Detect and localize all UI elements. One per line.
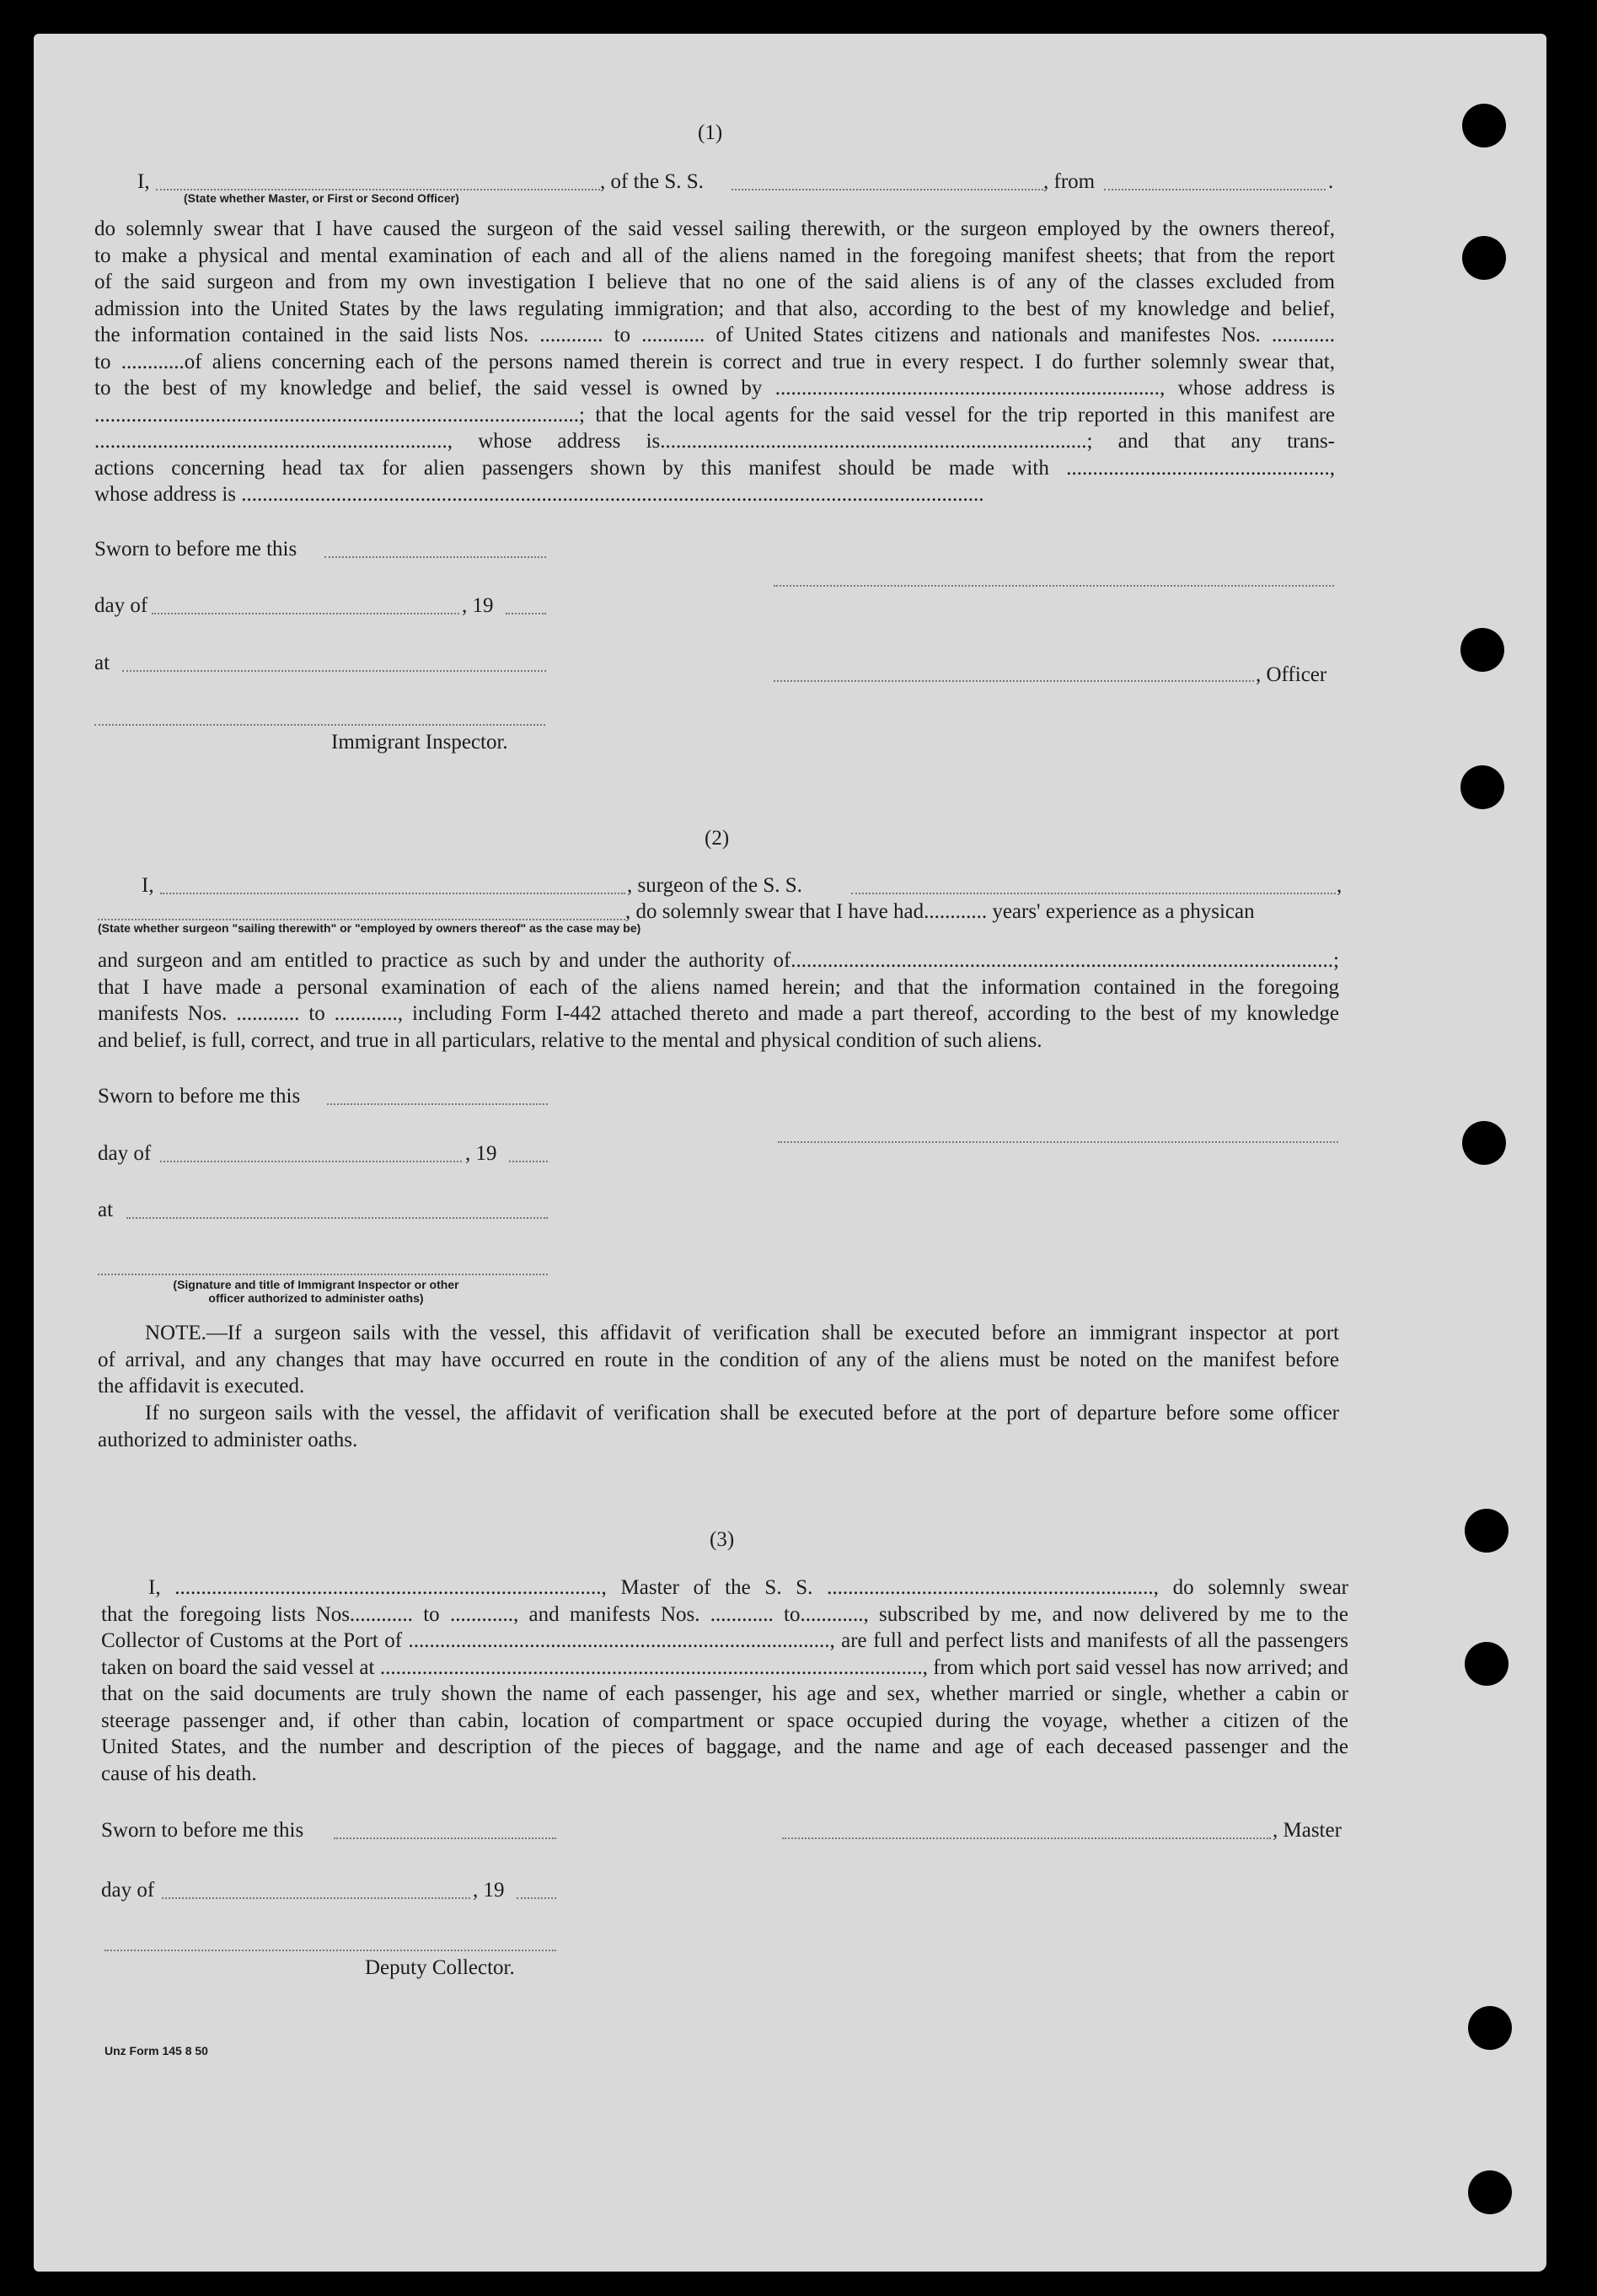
s1-officer-name-field[interactable]	[156, 189, 600, 190]
s1-at-label: at	[94, 652, 110, 674]
s1-day-field[interactable]	[152, 613, 459, 614]
s2-surgeon-ss-label: , surgeon of the S. S.	[627, 874, 802, 897]
punch-hole	[1462, 104, 1506, 148]
punch-hole	[1465, 1642, 1509, 1686]
s2-signature-hint-2: officer authorized to administer oaths)	[208, 1291, 424, 1305]
s2-inspector-signature-field[interactable]	[98, 1274, 548, 1275]
s2-surgeon-name-field[interactable]	[160, 893, 625, 894]
s1-officer-hint: (State whether Master, or First or Second Officer)	[184, 191, 459, 205]
s1-from-label: , from	[1043, 170, 1096, 193]
s2-day-of-label: day of	[98, 1142, 152, 1165]
s1-year-label: , 19	[462, 594, 494, 617]
s2-line2: , do solemnly swear that I have had............ years' experience as a physican	[625, 900, 1255, 923]
s1-officer-label: , Officer	[1256, 663, 1327, 686]
s2-sworn-field[interactable]	[327, 1103, 548, 1105]
s1-inspector-label: Immigrant Inspector.	[331, 731, 508, 754]
s2-oath-paragraph: and surgeon and am entitled to practice as such by and under the authority of.......................................................................................................; that I have made a personal examination of each of the aliens named herein; and that the information contained in the foregoing manifests Nos. ............ to ............, including Form I-442 attached thereto and made a part thereof, according to the best of my knowledge and belief, is full, correct, and true in all particulars, relative to the mental and physical condition of such aliens.	[98, 949, 1339, 1052]
section-1-number: (1)	[698, 121, 723, 144]
s1-vessel-name-field[interactable]	[732, 189, 1043, 190]
s2-year-label: , 19	[465, 1142, 497, 1165]
s1-at-field[interactable]	[122, 670, 546, 672]
section-2-number: (2)	[705, 827, 730, 850]
punch-hole	[1468, 2170, 1512, 2214]
punch-hole	[1462, 236, 1506, 280]
punch-hole	[1468, 2006, 1512, 2050]
s3-sworn-field[interactable]	[334, 1837, 556, 1839]
s1-officer-field[interactable]	[774, 680, 1254, 682]
punch-hole	[1465, 1509, 1509, 1553]
form-number: Unz Form 145 8 50	[105, 2044, 208, 2057]
s3-collector-label: Deputy Collector.	[365, 1956, 515, 1979]
s1-line1-end: .	[1328, 170, 1334, 193]
s3-master-label: , Master	[1273, 1819, 1342, 1842]
punch-hole	[1460, 765, 1504, 809]
s1-i-label: I,	[137, 170, 150, 193]
s2-day-field[interactable]	[160, 1161, 462, 1162]
s3-collector-signature-field[interactable]	[105, 1950, 556, 1951]
s2-note-paragraph: NOTE.—If a surgeon sails with the vessel, this affidavit of verification shall be executed before an immigrant inspector at port of arrival, and any changes that may have occurred en route in the condition of any of the aliens must be noted on the manifest before the affidavit is executed.	[98, 1322, 1339, 1397]
s2-signature-field[interactable]	[778, 1141, 1338, 1143]
s1-sworn-label: Sworn to before me this	[94, 538, 297, 561]
s1-year-field[interactable]	[506, 613, 546, 614]
s3-sworn-label: Sworn to before me this	[101, 1819, 304, 1842]
s1-of-ss-label: , of the S. S.	[600, 170, 704, 193]
s3-day-field[interactable]	[162, 1897, 470, 1899]
s1-oath-paragraph: do solemnly swear that I have caused the surgeon of the said vessel sailing therewith, or the surgeon employed by the owners thereof, to make a physical and mental examination of each and all of the aliens named in the foregoing manifest sheets; that from the report of the said surgeon and from my own investigation I believe that no one of the said aliens is of any of the classes excluded from admission into the United States by the laws regulating immigration; and that also, according to the best of my knowledge and belief, the information contained in the said lists Nos. ............ to ............ of United States citizens and nationals and manifestes Nos. ............ to ............of aliens concerning each of the persons named therein is correct and true in every respect. I do further solemnly swear that, to the best of my knowledge and belief, the said vessel is owned by ........................................................................., whose address is ............................................................................................; that the local agents for the said vessel for the trip reported in this manifest are ..................................................................., whose address is.................................................................................; and that any trans- actions concerning head tax for alien passengers shown by this manifest should be made with .................................................., whose address is .............................................................................................................................................	[94, 217, 1335, 506]
punch-hole	[1462, 1121, 1506, 1165]
s2-sailing-status-field[interactable]	[98, 919, 625, 920]
s1-from-port-field[interactable]	[1104, 189, 1326, 190]
s1-day-of-label: day of	[94, 594, 148, 617]
s2-sworn-label: Sworn to before me this	[98, 1085, 301, 1108]
s3-oath-paragraph: I, ................................................................................., Master of the S. S. .............................................................., do solemnly swear that the foregoing lists Nos............ to ............, and manifests Nos. ............ to............, subscribed by me, and now delivered by me to the Collector of Customs at the Port of ................................................................................, are full and perfect lists and manifests of all the passengers taken on board the said vessel at ......................................................................................................., from which port said vessel has now arrived; and that on the said documents are truly shown the name of each passenger, his age and sex, whether married or single, whether a cabin or steerage passenger and, if other than cabin, location of compartment or space occupied during the voyage, whether a citizen of the United States, and the number and description of the pieces of baggage, and the name and age of each deceased passenger and the cause of his death.	[101, 1576, 1348, 1785]
s2-year-field[interactable]	[509, 1161, 548, 1162]
s2-at-field[interactable]	[126, 1217, 548, 1219]
s1-sworn-field[interactable]	[324, 556, 546, 558]
s2-i-label: I,	[142, 874, 154, 897]
s2-signature-hint-1: (Signature and title of Immigrant Inspector or other	[173, 1278, 459, 1291]
section-3-number: (3)	[710, 1528, 735, 1551]
s3-day-of-label: day of	[101, 1879, 155, 1902]
s1-inspector-field[interactable]	[94, 724, 545, 726]
s2-note2-paragraph: If no surgeon sails with the vessel, the affidavit of verification shall be executed before at the port of departure before some officer authorized to administer oaths.	[98, 1402, 1339, 1451]
s2-line1-end: ,	[1337, 874, 1342, 897]
s3-year-field[interactable]	[517, 1897, 556, 1899]
s1-signature-field[interactable]	[774, 585, 1334, 587]
s2-surgeon-hint: (State whether surgeon "sailing therewith" or "employed by owners thereof" as the case may be)	[98, 921, 641, 935]
s2-vessel-name-field[interactable]	[851, 893, 1336, 894]
s3-year-label: , 19	[473, 1879, 505, 1902]
s3-master-signature-field[interactable]	[782, 1837, 1271, 1839]
s2-at-label: at	[98, 1199, 114, 1221]
punch-hole	[1460, 628, 1504, 672]
